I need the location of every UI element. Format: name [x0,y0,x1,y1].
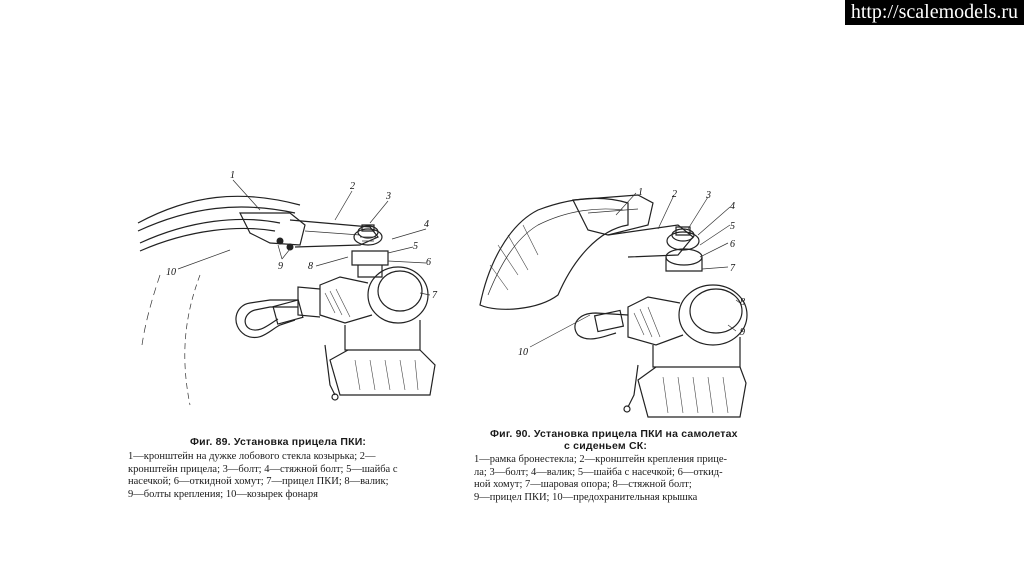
fig89-caption-line: кронштейн прицела; 3—болт; 4—стяжной болт; 5—шайба с [128,463,398,475]
fig90-label-6: 6 [730,239,735,250]
fig89-label-6: 6 [426,257,431,268]
figure-89-caption [128,451,456,501]
fig89-label-7: 7 [432,290,437,301]
fig90-label-5: 5 [730,221,735,232]
figure-89-title: Фиг. 89. Установка прицела ПКИ: [190,436,367,448]
figure-90-title-line2: с сиденьем СК: [564,440,648,452]
fig89-caption-line: насечкой; 6—откидной хомут; 7—прицел ПКИ; 8—валик; [128,476,389,488]
watermark-url: http://scalemodels.ru [845,0,1024,25]
fig89-label-2: 2 [350,181,355,192]
fig90-label-10: 10 [518,347,528,358]
fig90-label-2: 2 [672,189,677,200]
fig90-caption-line: 9—прицел ПКИ; 10—предохранительная крышка [474,491,698,503]
fig90-label-3: 3 [706,190,711,201]
fig89-caption-line: 1—кронштейн на дужке лобового стекла козырька; 2— [128,451,376,462]
fig89-label-1: 1 [230,170,235,181]
figure-89-drawing [130,165,460,425]
figure-90-title: Фиг. 90. Установка прицела ПКИ на самолетах [490,428,738,440]
figure-90-caption [474,454,764,504]
fig89-caption-line: 9—болты крепления; 10—козырек фонаря [128,488,318,500]
fig90-caption-line: ной хомут; 7—шаровая опора; 8—стяжной болт; [474,479,692,491]
fig90-label-9: 9 [740,327,745,338]
fig90-label-4: 4 [730,201,735,212]
fig90-label-8: 8 [740,297,745,308]
fig89-label-9: 9 [278,261,283,272]
fig90-caption-line: ла; 3—болт; 4—валик; 5—шайба с насечкой; 6—откид- [474,466,723,478]
fig89-label-4: 4 [424,219,429,230]
fig89-label-8: 8 [308,261,313,272]
fig89-label-10: 10 [166,267,176,278]
fig89-label-3: 3 [386,191,391,202]
fig90-caption-line: 1—рамка бронестекла; 2—кронштейн крепления прице- [474,454,728,465]
fig90-label-1: 1 [638,187,643,198]
fig89-label-5: 5 [413,241,418,252]
fig90-label-7: 7 [730,263,735,274]
figure-90-drawing [478,185,768,425]
